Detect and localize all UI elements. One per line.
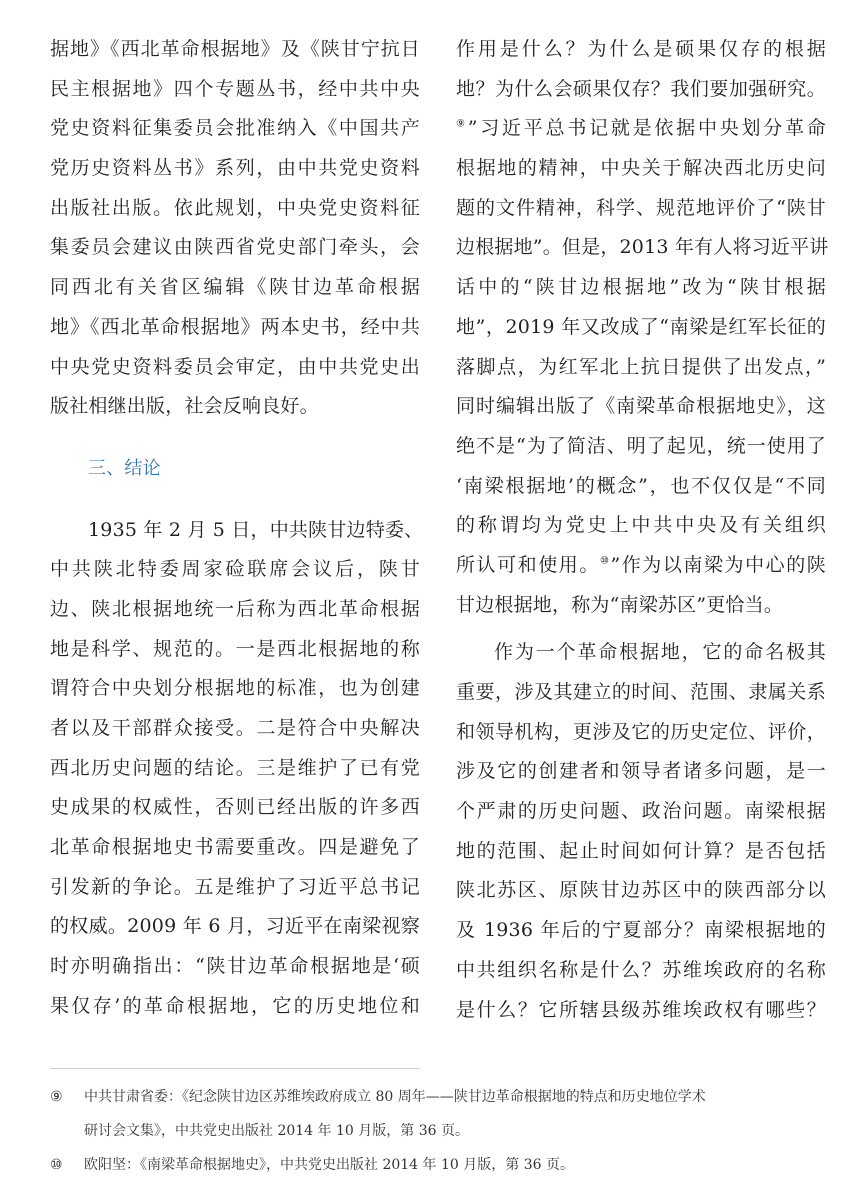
text-line: 和领导机构，更涉及它的历史定位、评价，: [456, 720, 826, 743]
text-line: 集委员会建议由陕西省党史部门牵头，会: [50, 236, 420, 259]
text-line: 的权威。2009 年 6 月，习近平在南梁视察: [50, 915, 420, 938]
text-line: 落脚点，为红军北上抗日提供了出发点，”: [456, 355, 826, 378]
text-line: 中共组织名称是什么？苏维埃政府的名称: [456, 958, 826, 981]
text-line: 中共陕北特委周家硷联席会议后，陕甘: [50, 558, 420, 581]
text-line: 1935 年 2 月 5 日，中共陕甘边特委、: [88, 518, 424, 541]
text-line: 作用是什么？为什么是硕果仅存的根据: [456, 38, 826, 60]
text-line: [456, 109, 826, 149]
text-line: 及 1936 年后的宁夏部分？南梁根据地的: [456, 919, 826, 942]
left-column: [50, 30, 424, 1027]
text-line: 民主根据地》四个专题丛书，经中共中央: [50, 77, 420, 100]
text-line: 重要，涉及其建立的时间、范围、隶属关系: [456, 681, 826, 703]
left-paragraph-1: [50, 30, 420, 427]
text-line: 边、陕北根据地统一后称为西北革命根据: [50, 597, 420, 620]
text-line: 史成果的权威性，否则已经出版的许多西: [50, 796, 420, 819]
text-line: 绝不是“为了简洁、明了起见，统一使用了: [456, 434, 826, 457]
text-line: 作为一个革命根据地，它的命名极其: [494, 641, 826, 664]
text-line: 者以及干部群众接受。二是符合中央解决: [50, 717, 420, 739]
text-line: ‘南梁根据地’的概念”，也不仅仅是“不同: [456, 474, 826, 497]
section-heading: 三、结论: [88, 457, 161, 479]
text-line: 谓符合中央划分根据地的标准，也为创建: [50, 677, 420, 700]
footnote-10: [50, 1148, 830, 1182]
text-line: 地》《西北革命根据地》两本史书，经中共: [50, 315, 420, 338]
text-line: 引发新的争论。五是维护了习近平总书记: [50, 875, 420, 898]
text-line: 地是科学、规范的。一是西北根据地的称: [50, 637, 420, 660]
text-line: 地”，2019 年又改成了“南梁是红军长征的: [456, 315, 826, 338]
footnote-mark: ⑩: [50, 1157, 63, 1173]
footnote-text: 研讨会文集》，中共党史出版社 2014 年 10 月版，第 36 页。: [84, 1123, 469, 1139]
right-column: [456, 30, 829, 1030]
text-line: 题的文件精神，科学、规范地评价了“陕甘: [456, 196, 826, 219]
spacer: [50, 489, 420, 511]
footnotes: [50, 1080, 830, 1182]
text-line: 党历史资料丛书》系列，由中共党史资料: [50, 157, 420, 180]
text-line: 党史资料征集委员会批准纳入《中国共产: [50, 117, 420, 140]
text-line: 据地》《西北革命根据地》及《陕甘宁抗日: [50, 38, 420, 60]
text-line: 西北历史问题的结论。三是维护了已有党: [50, 756, 420, 779]
text-line: 的称谓均为党史上中共中央及有关组织: [456, 514, 826, 537]
footnote-ref-9[interactable]: ⑨: [456, 119, 468, 131]
text-fragment: 所认可和使用。: [456, 553, 600, 576]
footnote-9: [50, 1080, 830, 1148]
text-line: 涉及它的创建者和领导者诸多问题，是一: [456, 760, 826, 783]
text-fragment: ”习近平总书记就是依据中央划分革命: [467, 117, 826, 140]
text-line: [456, 546, 826, 586]
text-line: 北革命根据地史书需要重改。四是避免了: [50, 836, 420, 859]
text-line: 出版社出版。依此规划，中央党史资料征: [50, 196, 420, 219]
footnote-text: 中共甘肃省委：《纪念陕甘边区苏维埃政府成立 80 周年——陕甘边革命根据地的特点和历史地位学术: [84, 1089, 706, 1105]
spacer: [50, 427, 420, 449]
footnote-divider: [50, 1068, 420, 1069]
text-line: 陕北苏区、原陕甘边苏区中的陕西部分以: [456, 879, 826, 902]
text-line: 果仅存’的革命根据地，它的历史地位和: [50, 994, 420, 1017]
text-line: 版社相继出版，社会反响良好。: [50, 395, 319, 418]
footnote-mark: ⑨: [50, 1089, 63, 1105]
left-paragraph-2: [50, 511, 424, 1027]
text-line: 根据地的精神，中央关于解决西北历史问: [456, 157, 826, 180]
text-line: 中央党史资料委员会审定，由中共党史出: [50, 355, 420, 378]
text-line: 时亦明确指出：“陕甘边革命根据地是‘硕: [50, 955, 420, 978]
footnote-ref-10[interactable]: ⑩: [599, 555, 611, 567]
text-line: 甘边根据地，称为“南梁苏区”更恰当。: [456, 593, 784, 616]
text-line: 同西北有关省区编辑《陕甘边革命根据: [50, 276, 420, 299]
footnote-text: 欧阳坚：《南梁革命根据地史》，中共党史出版社 2014 年 10 月版，第 36 页。: [84, 1157, 574, 1173]
text-line: 地的范围、起止时间如何计算？是否包括: [456, 839, 826, 862]
spacer: [456, 625, 826, 633]
text-line: 边根据地”。但是，2013 年有人将习近平讲: [456, 236, 829, 259]
right-paragraph-1: [456, 30, 829, 625]
text-line: 个严肃的历史问题、政治问题。南梁根据: [456, 800, 826, 823]
text-line: 地？为什么会硕果仅存？我们要加强研究。: [456, 77, 826, 100]
text-line: 是什么？它所辖县级苏维埃政权有哪些？: [456, 998, 826, 1021]
text-line: 话中的“陕甘边根据地”改为“陕甘根据: [456, 276, 826, 299]
text-line: 同时编辑出版了《南梁革命根据地史》，这: [456, 395, 826, 418]
text-fragment: ”作为以南梁为中心的陕: [610, 553, 826, 576]
right-paragraph-2: [456, 633, 826, 1030]
